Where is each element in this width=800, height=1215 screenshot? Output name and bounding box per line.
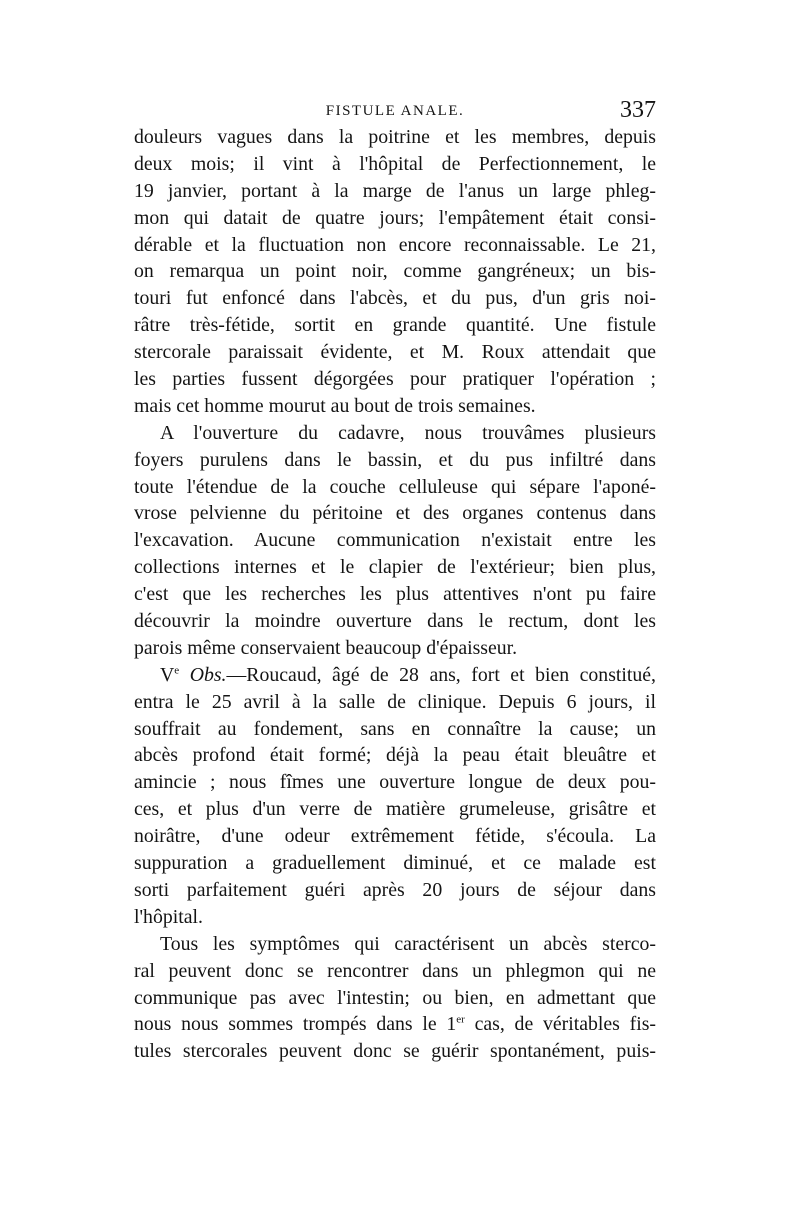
text-line: c'est que les recherches les plus attentives n'ont pu faire <box>134 583 656 606</box>
obs-text: —Roucaud, âgé de 28 ans, fort et bien constitué, <box>226 663 656 686</box>
text-line: tules stercorales peuvent donc se guérir spontanément, puis- <box>134 1040 656 1063</box>
text-line: l'excavation. Aucune communication n'existait entre les <box>134 529 656 552</box>
text-line: foyers purulens dans le bassin, et du pus infiltré dans <box>134 448 656 471</box>
text-line: douleurs vagues dans la poitrine et les membres, depuis <box>134 126 656 148</box>
ordinal-sup: er <box>456 1013 465 1026</box>
text-line: collections internes et le clapier de l'extérieur; bien plus, <box>134 556 656 579</box>
text-line: deux mois; il vint à l'hôpital de Perfectionnement, le <box>134 152 656 175</box>
obs-numeral: V <box>160 663 175 686</box>
line-part-a: nous nous sommes trompés dans le <box>134 1013 437 1036</box>
page-header <box>134 97 656 127</box>
text-line: souffrait au fondement, sans en connaître la cause; un <box>134 717 656 740</box>
text-line: ces, et plus d'un verre de matière grumeleuse, grisâtre et <box>134 798 656 821</box>
obs-abbrev: Obs. <box>189 663 227 686</box>
body-text <box>134 124 656 1065</box>
text-line: toute l'étendue de la couche celluleuse qui sépare l'aponé- <box>134 475 656 498</box>
text-line: mon qui datait de quatre jours; l'empâtement était consi- <box>134 206 656 229</box>
text-line: A l'ouverture du cadavre, nous trouvâmes plusieurs <box>160 421 656 444</box>
text-line: 19 janvier, portant à la marge de l'anus un large phleg- <box>134 179 656 202</box>
running-title: FISTULE ANALE. <box>325 103 465 119</box>
text-line: on remarqua un point noir, comme gangréneux; un bis- <box>134 260 656 283</box>
ordinal-number: 1 <box>446 1013 457 1036</box>
page-number: 337 <box>620 97 656 123</box>
text-line: râtre très-fétide, sortit en grande quantité. Une fistule <box>134 314 656 337</box>
observation-line <box>134 662 656 689</box>
text-line: amincie ; nous fîmes une ouverture longue de deux pou- <box>134 771 656 794</box>
text-line: abcès profond était formé; déjà la peau était bleuâtre et <box>134 744 656 767</box>
text-line-with-ordinal <box>134 1011 656 1038</box>
text-line: ral peuvent donc se rencontrer dans un phlegmon qui ne <box>134 959 656 982</box>
obs-numeral-sup: e <box>174 664 180 677</box>
text-line: parois même conservaient beaucoup d'épaisseur. <box>134 636 518 659</box>
text-line: vrose pelvienne du péritoine et des organes contenus dans <box>134 502 656 525</box>
text-line: sorti parfaitement guéri après 20 jours de séjour dans <box>134 878 656 901</box>
text-line: Tous les symptômes qui caractérisent un abcès sterco- <box>160 932 656 955</box>
text-line: dérable et la fluctuation non encore reconnaissable. Le 21, <box>134 233 656 256</box>
text-line: les parties fussent dégorgées pour pratiquer l'opération ; <box>134 368 656 391</box>
text-line: suppuration a graduellement diminué, et ce malade est <box>134 852 656 875</box>
text-line: communique pas avec l'intestin; ou bien, en admettant que <box>134 986 656 1009</box>
text-line: touri fut enfoncé dans l'abcès, et du pus, d'un gris noi- <box>134 287 656 310</box>
text-line: mais cet homme mourut au bout de trois semaines. <box>134 394 536 417</box>
line-part-b: cas, de véritables fis- <box>474 1013 656 1036</box>
text-line: stercorale paraissait évidente, et M. Roux attendait que <box>134 341 656 364</box>
text-line: découvrir la moindre ouverture dans le rectum, dont les <box>134 610 656 633</box>
text-line: l'hôpital. <box>134 905 203 928</box>
text-line: entra le 25 avril à la salle de clinique. Depuis 6 jours, il <box>134 690 656 713</box>
text-line: noirâtre, d'une odeur extrêmement fétide, s'écoula. La <box>134 825 656 848</box>
